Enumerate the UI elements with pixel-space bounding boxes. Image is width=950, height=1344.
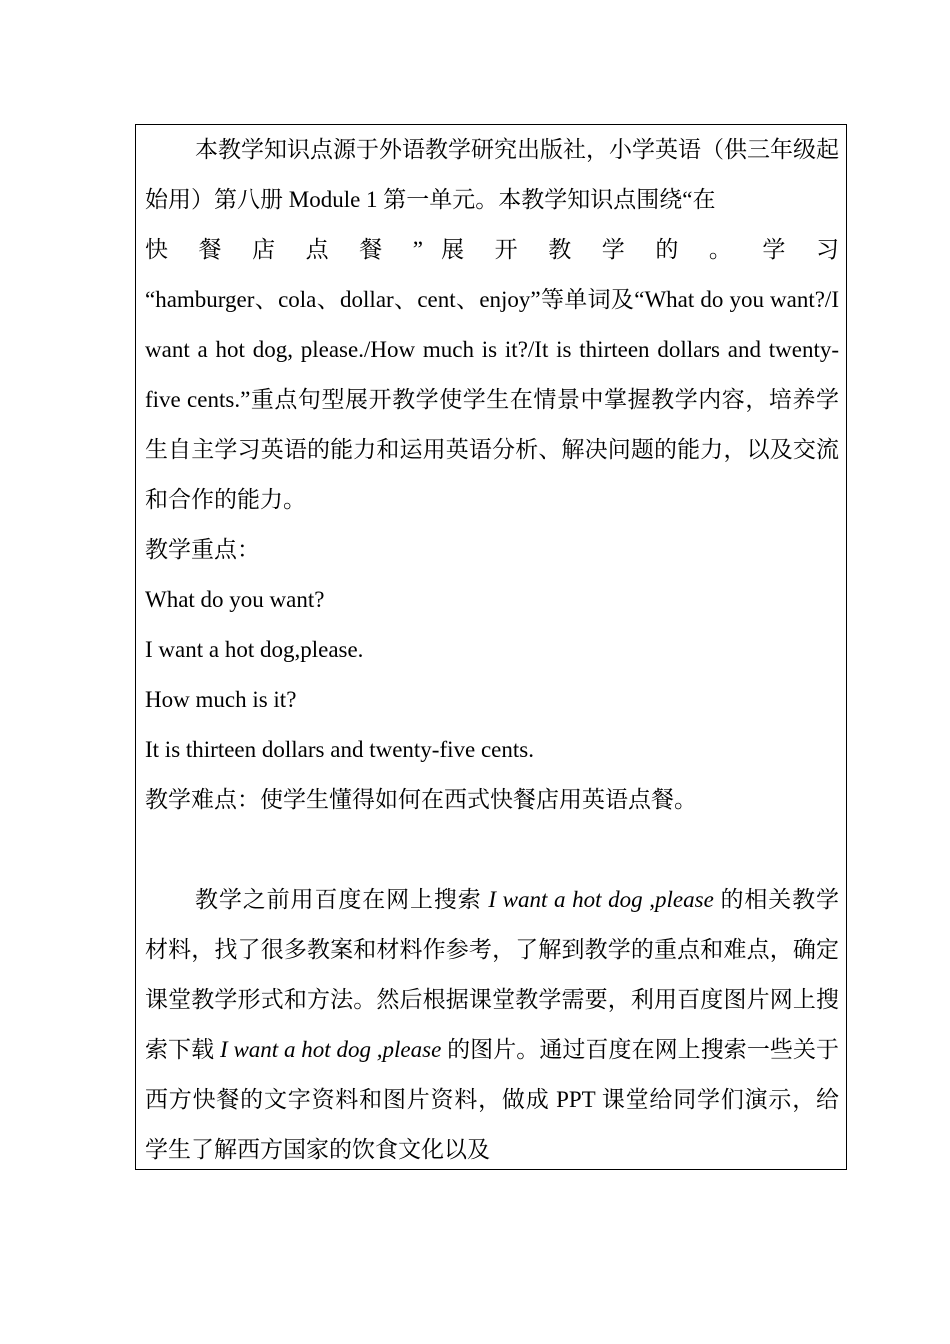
key-sentence-4: It is thirteen dollars and twenty-five cents.: [145, 737, 534, 762]
key-sentence-2: I want a hot dog,please.: [145, 637, 364, 662]
prep-text-2: 的相关教学材料，找了很多教案和材料作参考，了解到教学的重点和难点，确定课堂教学形式和方法。然后根据课堂教学需要，利用百度图片网上搜索下载: [145, 887, 839, 1062]
prep-italic-title-1: I want a hot dog ,please: [488, 887, 714, 912]
prep-text-1: 教学之前用百度在网上搜索: [195, 887, 482, 912]
difficulty-paragraph: 教学难点：使学生懂得如何在西式快餐店用英语点餐。: [145, 787, 697, 812]
prep-italic-title-2: I want a hot dog ,please: [219, 1037, 442, 1062]
intro-paragraph-part1: 本教学知识点源于外语教学研究出版社，小学英语（供三年级起始用）第八册 Module 1 第一单元。本教学知识点围绕“在: [145, 137, 839, 212]
preparation-paragraph: [145, 875, 839, 1170]
prep-text-3: 的图片。通过百度在网上搜索一些关于西方快餐的文字资料和图片资料，做成 PPT 课堂给同学们演示，给学生了解西方国家的饮食文化以及: [145, 1037, 840, 1162]
intro-paragraph-part2: 快 餐 店 点 餐 ” 展 开 教 学 的 。 学 习: [145, 237, 839, 262]
intro-paragraph-part3: “hamburger、cola、dollar、cent、enjoy”等单词及“What do you want?/I want a hot dog, please./How much is it?/It is thirteen dollars and twenty-five cents.”重点句型展开教学使学生在情景中掌握教学内容，培养学生自主学习英语的能力和运用英语分析、解决问题的能力，以及交流和合作的能力。: [145, 287, 839, 512]
cell-content: [145, 125, 839, 1170]
key-sentence-1: What do you want?: [145, 587, 325, 612]
key-sentence-3: How much is it?: [145, 687, 297, 712]
key-points-heading: 教学重点：: [145, 537, 260, 562]
document-table-cell: [135, 124, 847, 1170]
blank-line: [145, 825, 839, 875]
